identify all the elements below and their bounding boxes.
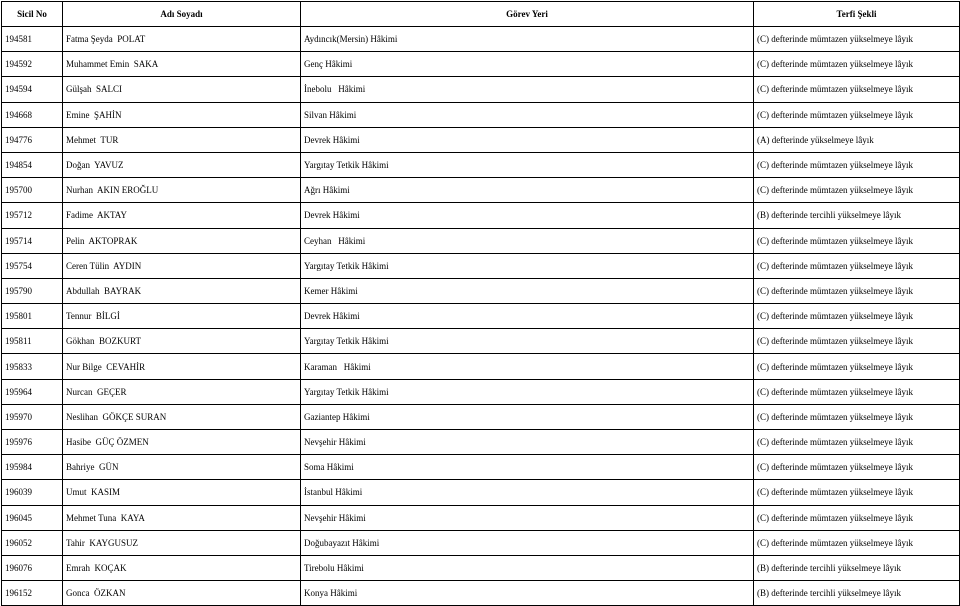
cell-adi-soyadi: Nurcan GEÇER [63, 379, 301, 404]
cell-gorev-yeri: Doğubayazıt Hâkimi [301, 530, 754, 555]
cell-adi-soyadi: Neslihan GÖKÇE SURAN [63, 404, 301, 429]
cell-gorev-yeri: Yargıtay Tetkik Hâkimi [301, 253, 754, 278]
table-row [2, 127, 960, 152]
cell-adi-soyadi: Fadime AKTAY [63, 203, 301, 228]
cell-sicil-no: 195712 [2, 203, 63, 228]
cell-terfi-sekli: (C) defterinde mümtazen yükselmeye lâyık [754, 228, 960, 253]
cell-sicil-no: 194594 [2, 77, 63, 102]
cell-gorev-yeri: Aydıncık(Mersin) Hâkimi [301, 27, 754, 52]
cell-sicil-no: 195801 [2, 304, 63, 329]
cell-adi-soyadi: Muhammet Emin SAKA [63, 52, 301, 77]
table-row [2, 379, 960, 404]
cell-adi-soyadi: Emrah KOÇAK [63, 555, 301, 580]
cell-sicil-no: 194776 [2, 127, 63, 152]
table-row [2, 102, 960, 127]
table-row [2, 203, 960, 228]
cell-adi-soyadi: Ceren Tülin AYDIN [63, 253, 301, 278]
cell-gorev-yeri: Yargıtay Tetkik Hâkimi [301, 329, 754, 354]
cell-adi-soyadi: Pelin AKTOPRAK [63, 228, 301, 253]
cell-gorev-yeri: Kemer Hâkimi [301, 278, 754, 303]
cell-terfi-sekli: (C) defterinde mümtazen yükselmeye lâyık [754, 178, 960, 203]
cell-terfi-sekli: (C) defterinde mümtazen yükselmeye lâyık [754, 505, 960, 530]
cell-gorev-yeri: Gaziantep Hâkimi [301, 404, 754, 429]
cell-adi-soyadi: Gonca ÖZKAN [63, 581, 301, 606]
cell-sicil-no: 195700 [2, 178, 63, 203]
cell-sicil-no: 195970 [2, 404, 63, 429]
cell-adi-soyadi: Hasibe GÜÇ ÖZMEN [63, 430, 301, 455]
table-row [2, 278, 960, 303]
cell-adi-soyadi: Doğan YAVUZ [63, 152, 301, 177]
cell-adi-soyadi: Bahriye GÜN [63, 455, 301, 480]
header-row [2, 2, 960, 27]
table-row [2, 354, 960, 379]
cell-gorev-yeri: Devrek Hâkimi [301, 127, 754, 152]
cell-terfi-sekli: (C) defterinde mümtazen yükselmeye lâyık [754, 152, 960, 177]
table-row [2, 505, 960, 530]
cell-adi-soyadi: Abdullah BAYRAK [63, 278, 301, 303]
cell-gorev-yeri: Karaman Hâkimi [301, 354, 754, 379]
header-sicil-no: Sicil No [2, 2, 63, 27]
cell-sicil-no: 196076 [2, 555, 63, 580]
header-gorev-yeri: Görev Yeri [301, 2, 754, 27]
cell-gorev-yeri: Silvan Hâkimi [301, 102, 754, 127]
cell-adi-soyadi: Gökhan BOZKURT [63, 329, 301, 354]
cell-sicil-no: 195984 [2, 455, 63, 480]
table-row [2, 555, 960, 580]
cell-gorev-yeri: Nevşehir Hâkimi [301, 430, 754, 455]
cell-adi-soyadi: Nur Bilge CEVAHİR [63, 354, 301, 379]
table-row [2, 52, 960, 77]
cell-gorev-yeri: Nevşehir Hâkimi [301, 505, 754, 530]
header-terfi-sekli: Terfi Şekli [754, 2, 960, 27]
cell-adi-soyadi: Umut KASIM [63, 480, 301, 505]
cell-terfi-sekli: (C) defterinde mümtazen yükselmeye lâyık [754, 102, 960, 127]
cell-gorev-yeri: Soma Hâkimi [301, 455, 754, 480]
cell-terfi-sekli: (C) defterinde mümtazen yükselmeye lâyık [754, 52, 960, 77]
table-row [2, 329, 960, 354]
cell-terfi-sekli: (C) defterinde mümtazen yükselmeye lâyık [754, 329, 960, 354]
cell-sicil-no: 195976 [2, 430, 63, 455]
cell-terfi-sekli: (C) defterinde mümtazen yükselmeye lâyık [754, 480, 960, 505]
cell-adi-soyadi: Nurhan AKIN EROĞLU [63, 178, 301, 203]
cell-sicil-no: 194592 [2, 52, 63, 77]
promotion-table [1, 1, 960, 606]
cell-terfi-sekli: (B) defterinde tercihli yükselmeye lâyık [754, 581, 960, 606]
cell-terfi-sekli: (B) defterinde tercihli yükselmeye lâyık [754, 555, 960, 580]
cell-terfi-sekli: (A) defterinde yükselmeye lâyık [754, 127, 960, 152]
cell-terfi-sekli: (C) defterinde mümtazen yükselmeye lâyık [754, 455, 960, 480]
cell-sicil-no: 195811 [2, 329, 63, 354]
cell-sicil-no: 195964 [2, 379, 63, 404]
cell-sicil-no: 196052 [2, 530, 63, 555]
table-body [2, 27, 960, 606]
cell-adi-soyadi: Emine ŞAHİN [63, 102, 301, 127]
table-row [2, 253, 960, 278]
cell-sicil-no: 195790 [2, 278, 63, 303]
cell-terfi-sekli: (C) defterinde mümtazen yükselmeye lâyık [754, 354, 960, 379]
cell-gorev-yeri: Ceyhan Hâkimi [301, 228, 754, 253]
table-row [2, 581, 960, 606]
table-row [2, 430, 960, 455]
cell-sicil-no: 195833 [2, 354, 63, 379]
cell-terfi-sekli: (C) defterinde mümtazen yükselmeye lâyık [754, 278, 960, 303]
cell-sicil-no: 195754 [2, 253, 63, 278]
table-row [2, 27, 960, 52]
table-row [2, 304, 960, 329]
cell-gorev-yeri: İstanbul Hâkimi [301, 480, 754, 505]
cell-sicil-no: 196039 [2, 480, 63, 505]
cell-gorev-yeri: Devrek Hâkimi [301, 203, 754, 228]
table-row [2, 530, 960, 555]
table-row [2, 178, 960, 203]
cell-gorev-yeri: İnebolu Hâkimi [301, 77, 754, 102]
table-row [2, 228, 960, 253]
cell-sicil-no: 194581 [2, 27, 63, 52]
cell-adi-soyadi: Mehmet Tuna KAYA [63, 505, 301, 530]
cell-terfi-sekli: (C) defterinde mümtazen yükselmeye lâyık [754, 27, 960, 52]
cell-gorev-yeri: Yargıtay Tetkik Hâkimi [301, 152, 754, 177]
table-row [2, 480, 960, 505]
table-row [2, 77, 960, 102]
cell-terfi-sekli: (C) defterinde mümtazen yükselmeye lâyık [754, 430, 960, 455]
cell-gorev-yeri: Genç Hâkimi [301, 52, 754, 77]
cell-terfi-sekli: (C) defterinde mümtazen yükselmeye lâyık [754, 379, 960, 404]
table-row [2, 455, 960, 480]
cell-terfi-sekli: (C) defterinde mümtazen yükselmeye lâyık [754, 77, 960, 102]
cell-gorev-yeri: Ağrı Hâkimi [301, 178, 754, 203]
header-adi-soyadi: Adı Soyadı [63, 2, 301, 27]
table-row [2, 152, 960, 177]
cell-sicil-no: 194854 [2, 152, 63, 177]
cell-adi-soyadi: Tahir KAYGUSUZ [63, 530, 301, 555]
cell-terfi-sekli: (C) defterinde mümtazen yükselmeye lâyık [754, 530, 960, 555]
cell-adi-soyadi: Mehmet TUR [63, 127, 301, 152]
table-row [2, 404, 960, 429]
cell-adi-soyadi: Gülşah SALCI [63, 77, 301, 102]
cell-gorev-yeri: Devrek Hâkimi [301, 304, 754, 329]
cell-adi-soyadi: Tennur BİLGİ [63, 304, 301, 329]
cell-gorev-yeri: Konya Hâkimi [301, 581, 754, 606]
cell-terfi-sekli: (B) defterinde tercihli yükselmeye lâyık [754, 203, 960, 228]
cell-gorev-yeri: Tirebolu Hâkimi [301, 555, 754, 580]
cell-sicil-no: 196045 [2, 505, 63, 530]
cell-sicil-no: 196152 [2, 581, 63, 606]
cell-sicil-no: 195714 [2, 228, 63, 253]
cell-sicil-no: 194668 [2, 102, 63, 127]
cell-adi-soyadi: Fatma Şeyda POLAT [63, 27, 301, 52]
cell-terfi-sekli: (C) defterinde mümtazen yükselmeye lâyık [754, 404, 960, 429]
cell-terfi-sekli: (C) defterinde mümtazen yükselmeye lâyık [754, 304, 960, 329]
cell-terfi-sekli: (C) defterinde mümtazen yükselmeye lâyık [754, 253, 960, 278]
cell-gorev-yeri: Yargıtay Tetkik Hâkimi [301, 379, 754, 404]
